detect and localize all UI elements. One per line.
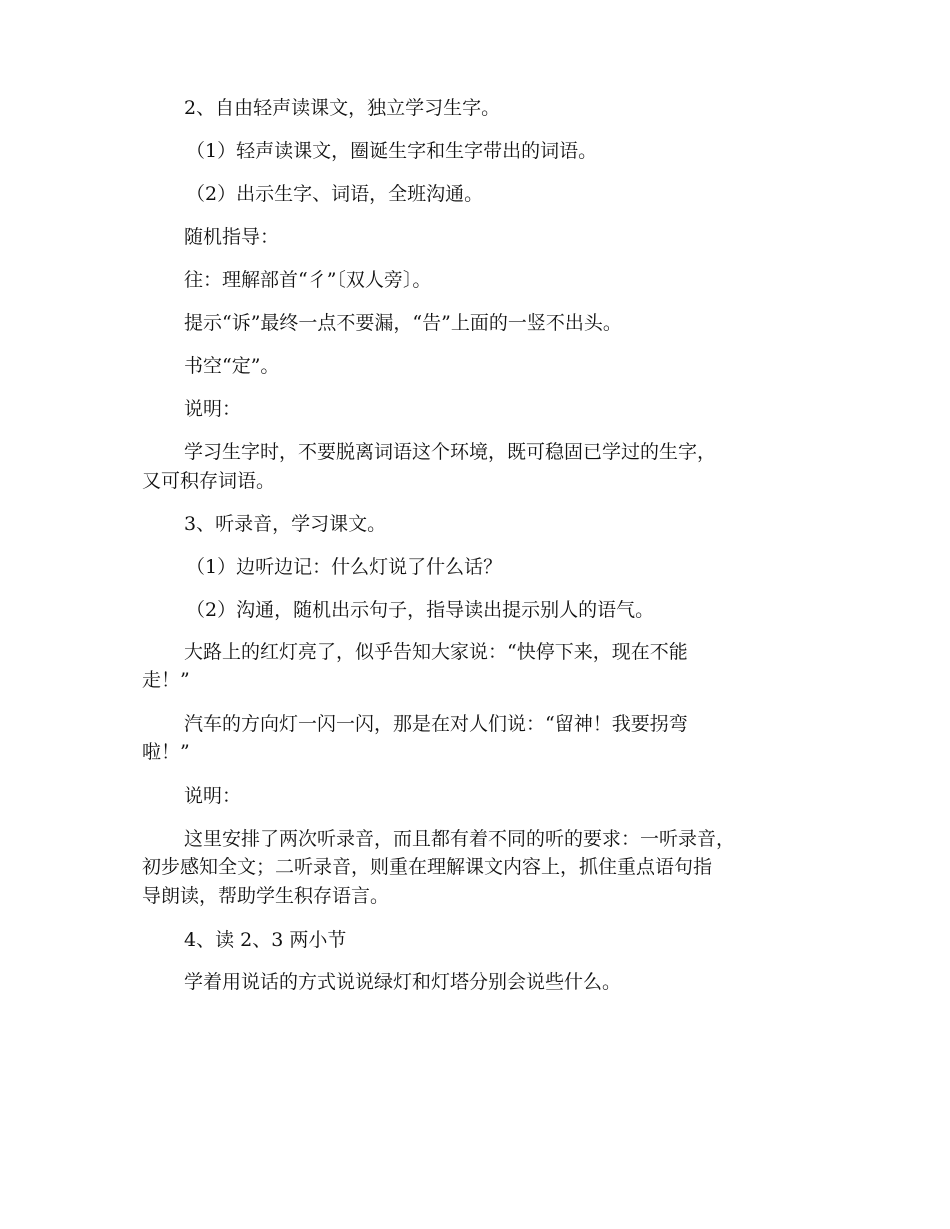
example-sentence-2-line-1: 汽车的方向灯一闪一闪，那是在对人们说：“留神！我要拐弯 [184,713,688,735]
note-2-line-1: 这里安排了两次听录音，而且都有着不同的听的要求：一听录音， [184,828,736,850]
example-sentence-2-line-2: 啦！” [142,741,190,763]
example-sentence-1-line-2: 走！” [142,669,190,691]
guidance-line-2: 提示“诉”最终一点不要漏，“告”上面的一竖不出头。 [184,312,622,334]
step-3-heading: 3、听录音，学习课文。 [184,513,387,535]
step-2-item-2: （2）出示生字、词语，全班沟通。 [186,183,484,205]
example-sentence-1-line-1: 大路上的红灯亮了，似乎告知大家说：“快停下来，现在不能 [184,641,688,663]
step-2-item-1: （1）轻声读课文，圈诞生字和生字带出的词语。 [186,140,598,162]
note-1-line-2: 又可积存词语。 [142,470,276,492]
step-2-heading: 2、自由轻声读课文，独立学习生字。 [184,97,501,119]
step-4-heading: 4、读 2、3 两小节 [184,929,347,951]
note-2-line-2: 初步感知全文；二听录音，则重在理解课文内容上，抓住重点语句指 [142,856,713,878]
step-3-item-1: （1）边听边记：什么灯说了什么话？ [186,556,503,578]
step-3-item-2: （2）沟通，随机出示句子，指导读出提示别人的语气。 [186,599,655,621]
note-1-line-1: 学习生字时，不要脱离词语这个环境，既可稳固已学过的生字， [184,441,717,463]
note-label-1: 说明： [184,398,242,420]
note-label-2: 说明： [184,785,242,807]
guidance-line-3: 书空“定”。 [184,355,280,377]
step-4-instruction: 学着用说话的方式说说绿灯和灯塔分别会说些什么。 [184,971,622,993]
guidance-label: 随机指导： [184,226,280,248]
guidance-line-1: 往：理解部首“彳”〔双人旁〕。 [184,269,432,291]
note-2-line-3: 导朗读，帮助学生积存语言。 [142,885,390,907]
